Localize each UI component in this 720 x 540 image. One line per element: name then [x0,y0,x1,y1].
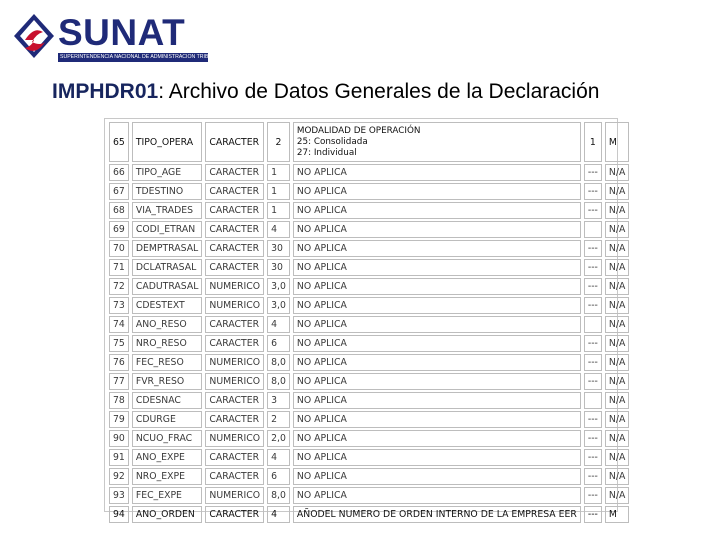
field-length-cell: 2,0 [267,430,290,447]
field-length-cell: 30 [267,240,290,257]
table-row [109,468,629,485]
field-description-cell: NO APLICA [293,297,581,314]
description-line: 27: Individual [296,147,357,158]
field-type-cell: CARACTER [205,411,264,428]
field-name-cell: FEC_EXPE [132,487,203,504]
field-description-cell: AÑODEL NUMERO DE ORDEN INTERNO DE LA EMPRESA EER [293,506,581,523]
field-length-cell: 6 [267,468,290,485]
field-number-cell: 78 [109,392,129,409]
table-row [109,449,629,466]
field-mandatory-cell: N/A [605,392,629,409]
field-description-cell: NO APLICA [293,430,581,447]
field-mandatory-cell: N/A [605,183,629,200]
description-line: MODALIDAD DE OPERACIÓN [296,125,421,136]
field-description-cell: NO APLICA [293,411,581,428]
field-table-image [104,118,626,520]
field-flag-cell: --- [584,297,602,314]
field-name-cell: DEMPTRASAL [132,240,203,257]
field-flag-cell: --- [584,335,602,352]
field-number-cell: 91 [109,449,129,466]
sunat-wordmark: SUNAT [58,12,186,53]
field-name-cell: NRO_EXPE [132,468,203,485]
field-number-cell: 75 [109,335,129,352]
field-mandatory-cell: N/A [605,449,629,466]
field-flag-cell [584,221,602,238]
field-table-body [109,122,629,523]
field-type-cell: CARACTER [205,164,264,181]
field-name-cell: CDESNAC [132,392,203,409]
field-name-cell: CADUTRASAL [132,278,203,295]
field-type-cell: CARACTER [205,240,264,257]
field-number-cell: 66 [109,164,129,181]
field-length-cell: 6 [267,335,290,352]
field-number-cell: 94 [109,506,129,523]
table-row [109,297,629,314]
field-mandatory-cell: N/A [605,221,629,238]
field-type-cell: CARACTER [205,202,264,219]
description-line: 25: Consolidada [296,136,368,147]
field-flag-cell [584,316,602,333]
field-name-cell: ANO_RESO [132,316,203,333]
field-mandatory-cell: M [605,122,629,162]
field-length-cell: 8,0 [267,354,290,371]
field-flag-cell: --- [584,183,602,200]
field-number-cell: 79 [109,411,129,428]
field-name-cell: ANO_EXPE [132,449,203,466]
field-flag-cell: --- [584,468,602,485]
field-number-cell: 73 [109,297,129,314]
field-mandatory-cell: N/A [605,164,629,181]
field-length-cell: 8,0 [267,487,290,504]
field-flag-cell: --- [584,240,602,257]
field-name-cell: VIA_TRADES [132,202,203,219]
field-length-cell: 2 [267,411,290,428]
table-row [109,373,629,390]
field-type-cell: NUMERICO [205,487,264,504]
field-mandatory-cell: N/A [605,411,629,428]
field-type-cell: NUMERICO [205,373,264,390]
field-number-cell: 68 [109,202,129,219]
field-number-cell: 77 [109,373,129,390]
table-row [109,221,629,238]
field-length-cell: 4 [267,221,290,238]
field-length-cell: 1 [267,164,290,181]
field-type-cell: CARACTER [205,506,264,523]
field-description-cell: NO APLICA [293,392,581,409]
field-length-cell: 4 [267,449,290,466]
title-text: : Archivo de Datos Generales de la Declaración [158,80,600,103]
field-type-cell: CARACTER [205,221,264,238]
field-name-cell: FVR_RESO [132,373,203,390]
field-length-cell: 8,0 [267,373,290,390]
field-type-cell: CARACTER [205,468,264,485]
table-row [109,430,629,447]
field-type-cell: CARACTER [205,183,264,200]
field-length-cell: 3,0 [267,297,290,314]
field-number-cell: 93 [109,487,129,504]
table-row [109,392,629,409]
field-description-cell: NO APLICA [293,278,581,295]
field-flag-cell: --- [584,164,602,181]
field-length-cell: 1 [267,183,290,200]
table-row [109,487,629,504]
field-description-cell: NO APLICA [293,487,581,504]
field-description-cell: NO APLICA [293,354,581,371]
table-row [109,316,629,333]
field-description-cell: NO APLICA [293,259,581,276]
field-name-cell: NCUO_FRAC [132,430,203,447]
field-description-cell: NO APLICA [293,202,581,219]
table-row [109,278,629,295]
field-number-cell: 90 [109,430,129,447]
field-length-cell: 30 [267,259,290,276]
field-name-cell: TIPO_AGE [132,164,203,181]
table-row [109,335,629,352]
field-flag-cell: --- [584,373,602,390]
field-description-cell [293,122,581,162]
field-mandatory-cell: N/A [605,430,629,447]
file-code: IMPHDR01 [52,80,159,103]
field-description-cell: NO APLICA [293,335,581,352]
field-type-cell: CARACTER [205,122,264,162]
field-type-cell: NUMERICO [205,278,264,295]
field-flag-cell: --- [584,430,602,447]
field-flag-cell: --- [584,278,602,295]
table-row [109,240,629,257]
field-length-cell: 1 [267,202,290,219]
field-number-cell: 69 [109,221,129,238]
field-flag-cell: --- [584,506,602,523]
field-mandatory-cell: N/A [605,316,629,333]
field-type-cell: CARACTER [205,259,264,276]
field-description-cell: NO APLICA [293,183,581,200]
field-number-cell: 92 [109,468,129,485]
field-description-cell: NO APLICA [293,164,581,181]
field-mandatory-cell: N/A [605,354,629,371]
field-mandatory-cell: N/A [605,487,629,504]
field-type-cell: NUMERICO [205,297,264,314]
field-name-cell: CDESTEXT [132,297,203,314]
field-mandatory-cell: N/A [605,278,629,295]
table-row [109,506,629,523]
field-length-cell: 4 [267,506,290,523]
field-mandatory-cell: N/A [605,297,629,314]
field-mandatory-cell: N/A [605,202,629,219]
field-name-cell: CDURGE [132,411,203,428]
field-description-cell: NO APLICA [293,449,581,466]
field-flag-cell: --- [584,202,602,219]
table-row [109,202,629,219]
field-mandatory-cell: N/A [605,373,629,390]
field-length-cell: 3,0 [267,278,290,295]
field-mandatory-cell: M [605,506,629,523]
sunat-emblem-icon [12,12,56,64]
field-name-cell: TDESTINO [132,183,203,200]
field-number-cell: 67 [109,183,129,200]
field-description-cell: NO APLICA [293,240,581,257]
field-length-cell: 3 [267,392,290,409]
field-name-cell: TIPO_OPERA [132,122,203,162]
field-number-cell: 65 [109,122,129,162]
field-flag-cell [584,392,602,409]
field-type-cell: NUMERICO [205,354,264,371]
field-number-cell: 74 [109,316,129,333]
sunat-logo [12,10,228,66]
field-flag-cell: --- [584,259,602,276]
field-description-cell: NO APLICA [293,373,581,390]
field-description-cell: NO APLICA [293,468,581,485]
field-name-cell: NRO_RESO [132,335,203,352]
field-mandatory-cell: N/A [605,335,629,352]
field-flag-cell: --- [584,487,602,504]
page-title [52,80,599,104]
field-table [106,120,632,525]
table-row [109,259,629,276]
field-mandatory-cell: N/A [605,240,629,257]
table-row [109,411,629,428]
field-flag-cell: --- [584,411,602,428]
field-number-cell: 71 [109,259,129,276]
field-name-cell: FEC_RESO [132,354,203,371]
field-type-cell: NUMERICO [205,430,264,447]
field-flag-cell: 1 [584,122,602,162]
table-row [109,354,629,371]
field-length-cell: 2 [267,122,290,162]
field-description-cell: NO APLICA [293,316,581,333]
field-flag-cell: --- [584,354,602,371]
field-name-cell: DCLATRASAL [132,259,203,276]
sunat-subtitle: SUPERINTENDENCIA NACIONAL DE ADMINISTRACION TRIBUTARIA [60,54,228,60]
field-mandatory-cell: N/A [605,468,629,485]
field-flag-cell: --- [584,449,602,466]
field-number-cell: 76 [109,354,129,371]
table-row [109,122,629,162]
field-name-cell: ANO_ORDEN [132,506,203,523]
field-length-cell: 4 [267,316,290,333]
table-row [109,164,629,181]
field-name-cell: CODI_ETRAN [132,221,203,238]
field-type-cell: CARACTER [205,335,264,352]
field-mandatory-cell: N/A [605,259,629,276]
field-type-cell: CARACTER [205,316,264,333]
field-type-cell: CARACTER [205,449,264,466]
field-description-cell: NO APLICA [293,221,581,238]
field-number-cell: 72 [109,278,129,295]
field-type-cell: CARACTER [205,392,264,409]
table-row [109,183,629,200]
field-number-cell: 70 [109,240,129,257]
